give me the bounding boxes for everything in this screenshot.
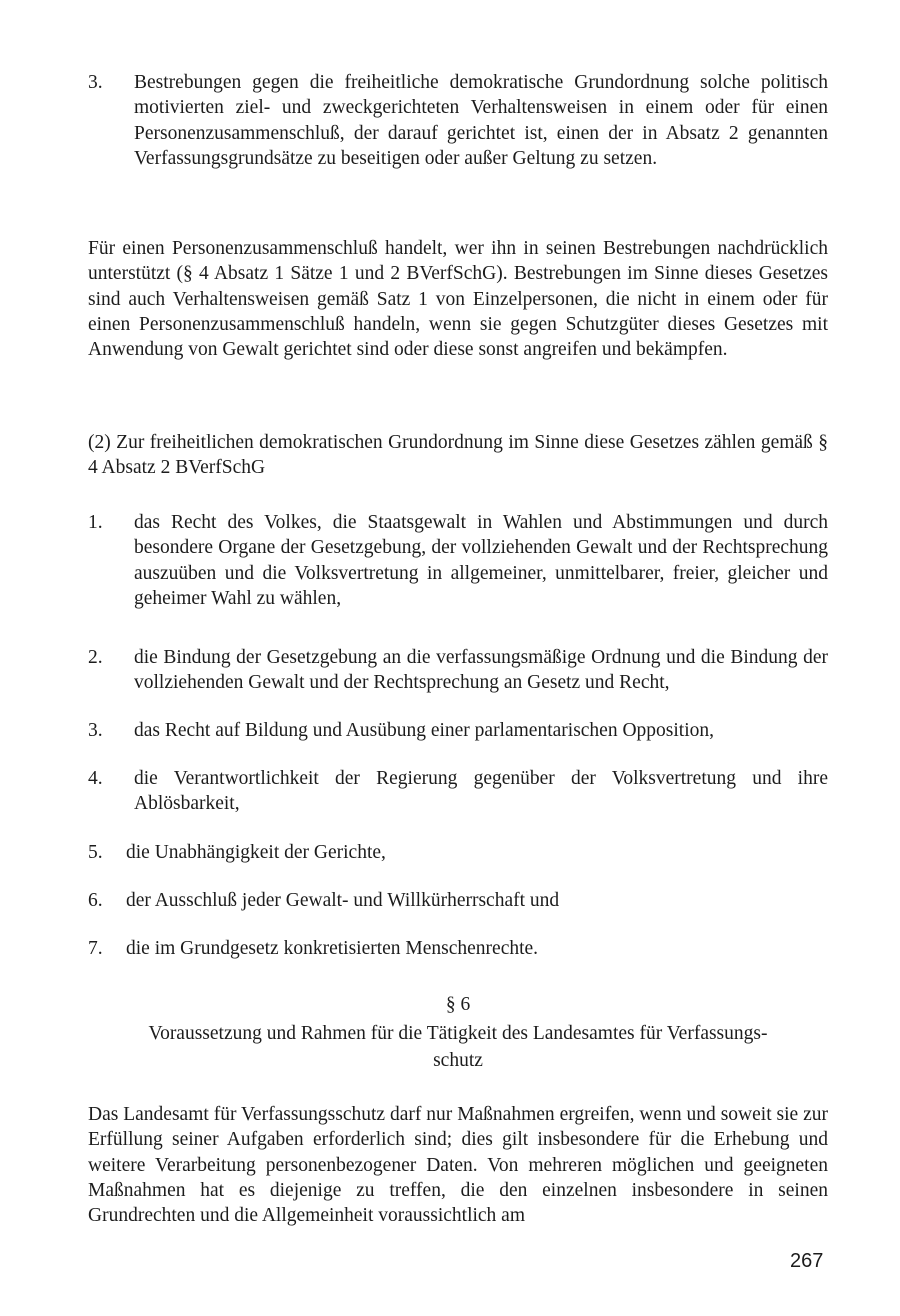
list-item-text: der Ausschluß jeder Gewalt- und Willkürherrschaft und — [126, 890, 560, 911]
section-title-line-1: Voraussetzung und Rahmen für die Tätigkeit des Landesamtes für Verfassungs- — [148, 1023, 768, 1044]
list-item-text: die Unabhängigkeit der Gerichte, — [126, 842, 386, 863]
list-item-text: Bestrebungen gegen die freiheitliche demokratische Grundordnung solche politisch motivierten ziel- und zweckgerichteten Verhaltensweisen in einem oder für einen Personenzusammenschluß, der darauf gerichtet ist, einen der in Absatz 2 genannten Verfassungsgrundsätze zu beseitigen oder außer Geltung zu setzen. — [134, 72, 828, 169]
list-item-number: 7. — [88, 938, 103, 959]
list-item-1 — [88, 510, 828, 611]
paragraph-landesamt: Das Landesamt für Verfassungsschutz darf nur Maßnahmen ergreifen, wenn und soweit sie zur Erfüllung seiner Aufgaben erforderlich sind; dies gilt insbesondere für die Erhebung und weitere Verarbeitung personenbezogener Daten. Von mehreren möglichen und geeigneten Maßnahmen hat es diejenige zu treffen, die den einzelnen insbesondere in seinen Grundrechten und die Allgemeinheit voraussichtlich am — [88, 1104, 828, 1227]
list-item-7 — [88, 936, 828, 961]
section-mark: § 6 — [445, 994, 471, 1015]
list-item-number: 4. — [88, 768, 103, 789]
list-item-number: 1. — [88, 512, 103, 533]
page-number: 267 — [790, 1250, 824, 1272]
list-item-5 — [88, 840, 828, 865]
list-item-text: die im Grundgesetz konkretisierten Menschenrechte. — [126, 938, 539, 959]
list-item-text: die Verantwortlichkeit der Regierung gegenüber der Volksvertretung und ihre Ablösbarkeit, — [134, 768, 828, 815]
list-item-number: 3. — [88, 720, 103, 741]
list-item-number: 2. — [88, 647, 103, 668]
list-item-text: das Recht des Volkes, die Staatsgewalt in Wahlen und Abstimmungen und durch besondere Organe der Gesetzgebung, der vollziehenden Gewalt und der Rechtsprechung auszuüben und die Volksvertretung in allgemeiner, unmittelbarer, freier, gleicher und geheimer Wahl zu wählen, — [134, 512, 828, 609]
list-item-2 — [88, 645, 828, 696]
list-item-text: das Recht auf Bildung und Ausübung einer parlamentarischen Opposition, — [134, 720, 715, 741]
list-item-4 — [88, 766, 828, 817]
list-item-number: 6. — [88, 890, 103, 911]
list-item-text: die Bindung der Gesetzgebung an die verfassungsmäßige Ordnung und die Bindung der vollziehenden Gewalt und der Rechtsprechung an Gesetz und Recht, — [134, 647, 828, 694]
list-item-6 — [88, 888, 828, 913]
list-item-number: 3. — [88, 72, 103, 93]
section-title-line-2: schutz — [433, 1050, 483, 1071]
list-item-3 — [88, 718, 828, 743]
list-item-3-bestrebungen — [88, 70, 828, 171]
paragraph-personenzusammenschluss: Für einen Personenzusammenschluß handelt, wer ihn in seinen Bestrebungen nachdrücklich unterstützt (§ 4 Absatz 1 Sätze 1 und 2 BVerfSchG). Bestrebungen im Sinne dieses Gesetzes sind auch Verhaltensweisen gemäß Satz 1 von Einzelpersonen, die nicht in einem oder für einen Personenzusammenschluß handeln, wenn sie gegen Schutzgüter dieses Gesetzes mit Anwendung von Gewalt gerichtet sind oder diese sonst angreifen und bekämpfen. — [88, 238, 828, 361]
paragraph-absatz-2: (2) Zur freiheitlichen demokratischen Grundordnung im Sinne diese Gesetzes zählen gemäß § 4 Absatz 2 BVerfSchG — [88, 432, 828, 479]
list-item-number: 5. — [88, 842, 103, 863]
